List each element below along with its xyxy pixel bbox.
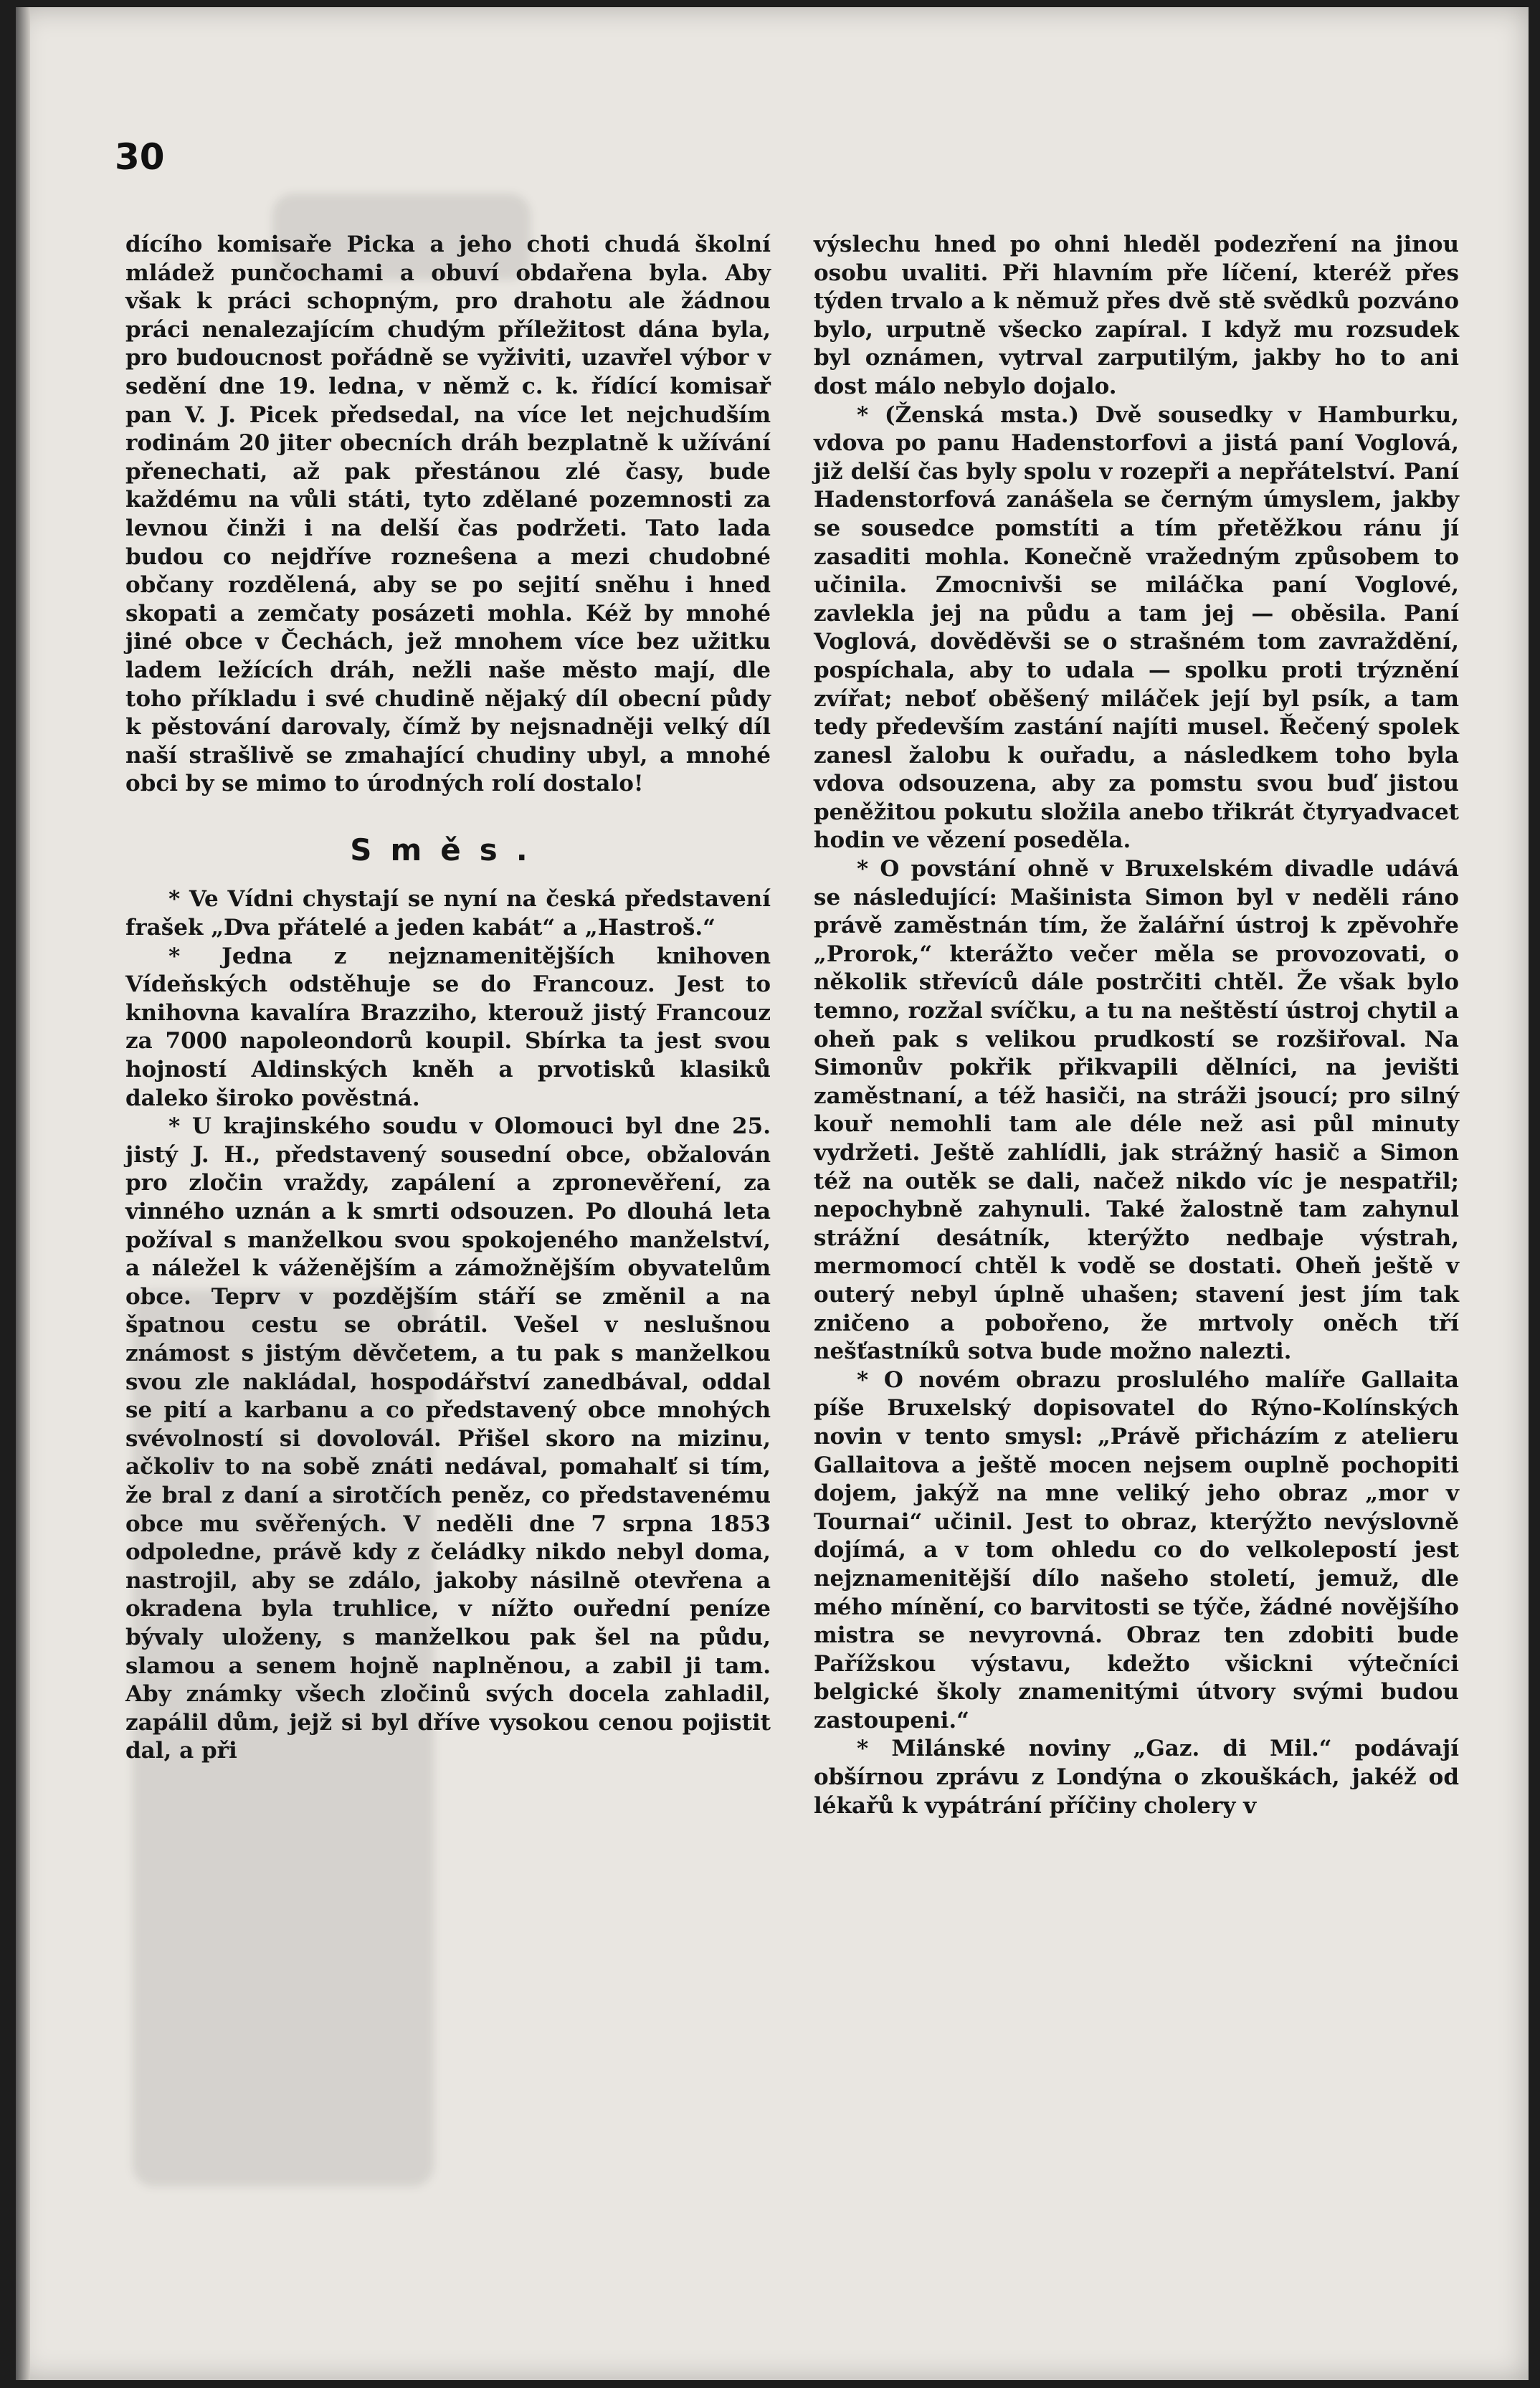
news-item: * U krajinského soudu v Olomouci byl dne 25. jistý J. H., představený sousední obce, obžalován pro zločin vraždy, zapálení a zpronevěření, za vinného uznán a k smrti odsouzen. Po dlouhá leta požíval s manželkou svou spokojeného manželství, a náležel k váženějším a zámožnějším obyvatelům obce. Teprv v pozdějším stáří se změnil a na špatnou cestu se obrátil. Vešel v neslušnou známost s jistým děvčetem, a tu pak s manželkou svou zle nakládal, hospodářství zanedbával, oddal se pití a karbanu a co představený obce mnohých svévolností si dovolovál. Přišel skoro na mizinu, ačkoliv to na sobě znáti nedával, pomahalť si tím, že bral z daní a sirotčích peněz, co představenému obce mu svěřených. V neděli dne 7 srpna 1853 odpoledne, právě kdy z čeládky nikdo nebyl doma, nastrojil, aby se zdálo, jakoby násilně otevřena a okradena byla truhlice, v nížto ouřední peníze bývaly uloženy, s manželkou pak šel na půdu, slamou a senem hojně naplněnou, a zabil ji tam. Aby známky všech zločinů svých docela zahladil, zapálil dům, jejž si byl dříve vysokou cenou pojistit dal, a při — [125, 1113, 771, 1764]
right-column — [814, 231, 1459, 1820]
news-item: * Milánské noviny „Gaz. di Mil.“ podávají obšírnou zprávu z Londýna o zkouškách, jakéž od lékařů k vypátrání příčiny cholery v — [814, 1736, 1459, 1819]
news-item: * Jedna z nejznamenitějších knihoven Vídeňských odstěhuje se do Francouz. Jest to knihovna kavalíra Brazziho, kterouž jistý Francouz za 7000 napoleondorů koupil. Sbírka ta jest svou hojností Aldinských kněh a prvotisků klasiků daleko široko pověstná. — [125, 943, 771, 1111]
news-item: * (Ženská msta.) Dvě sousedky v Hamburku, vdova po panu Hadenstorfovi a jistá paní Voglová, již delší čas byly spolu v rozepři a nepřátelství. Paní Hadenstorfová zanášela se černým úmyslem, jakby se sousedce pomstíti a tím přetěžkou ránu jí zasaditi mohla. Konečně vražedným způsobem to učinila. Zmocnivši se miláčka paní Voglové, zavlekla jej na půdu a tam jej — oběsila. Paní Voglová, dověděvši se o strašném tom zavraždění, pospíchala, aby to udala — spolku proti trýznění zvířat; neboť oběšený miláček její byl psík, a tam tedy především zastání najíti musel. Řečený spolek zanesl žalobu k ouřadu, a následkem toho byla vdova odsouzena, aby za pomstu svou buď jistou peněžitou pokutu složila anebo třikrát čtyryadvacet hodin ve vězení poseděla. — [814, 401, 1459, 854]
news-item: * Ve Vídni chystají se nyní na česká představení frašek „Dva přátelé a jeden kabát“ a „Hastroš.“ — [125, 886, 771, 941]
intro-paragraph: dícího komisaře Picka a jeho choti chudá školní mládež punčochami a obuví obdařena byla. Aby však k práci schopným, pro drahotu ale žádnou práci nenalezajícím chudým příležitost dána byla, pro budoucnost pořádně se vyživiti, uzavřel výbor v sedění dne 19. ledna, v němž c. k. řídící komisař pan V. J. Picek předsedal, na více let nejchudším rodinám 20 jiter obecních dráh bezplatně k užívání přenechati, až pak přestánou zlé časy, bude každému na vůli státi, tyto zdělané pozemnosti za levnou činži i na delší čas podržeti. Tato lada budou co nejdříve rozneŝena a mezi chudobné občany rozdělená, aby se po sejití sněhu i hned skopati a zemčaty posázeti mohla. Kéž by mnohé jiné obce v Čechách, jež mnohem více bez užitku ladem ležících dráh, nežli naše město mají, dle toho příkladu i své chudině nějaký díl obecní půdy k pěstování darovaly, čímž by nejsnadněji velký díl naší strašlivě se zmahající chudiny ubyl, a mnohé obci by se mimo to úrodných rolí dostalo! — [125, 232, 771, 797]
section-title: Směs. — [350, 832, 546, 867]
news-item-continued: výslechu hned po ohni hleděl podezření na jinou osobu uvaliti. Při hlavním pře líčení, kteréž přes týden trvalo a k němuž přes dvě stě svědků pozváno bylo, urputně všecko zapíral. I když mu rozsudek byl oznámen, vytrval zarputilým, jakby ho to ani dost málo nebylo dojalo. — [814, 232, 1459, 399]
news-item: * O povstání ohně v Bruxelském divadle udává se následující: Mašinista Simon byl v neděli ráno právě zaměstnán tím, že žalářní ústroj k zpěvohře „Prorok,“ kterážto večer měla se provozovati, o několik střevíců dále postrčiti chtěl. Že však bylo temno, rozžal svíčku, a tu na neštěstí ústroj chytil a oheň pak s velikou prudkostí se rozšiřoval. Na Simonův pokřik přikvapili dělníci, na jevišti zaměstnaní, a též hasiči, na stráži jsoucí; pro silný kouř nemohli tam ale déle než asi půl minuty vydržeti. Ještě zahlídli, jak strážný hasič a Simon též na outěk se dali, načež nikdo víc je nespatřil; nepochybně zahynuli. Také žalostně tam zahynul strážní desátník, kterýžto nedbaje výstrah, mermomocí chtěl k vodě se dostati. Oheň ještě v outerý nebyl úplně uhašen; stavení jest jím tak zničeno a pobořeno, že mrtvoly oněch tří nešťastníků sotva bude možno nalezti. — [814, 856, 1459, 1365]
left-column — [125, 231, 771, 1766]
news-item: * O novém obrazu proslulého malíře Gallaita píše Bruxelský dopisovatel do Rýno-Kolínských novin v tento smysl: „Právě přicházím z atelieru Gallaitova a ještě mocen nejsem ouplně pochopiti dojem, jakýž na mne veliký jeho obraz „mor v Tournai“ učinil. Jest to obraz, kterýžto nevýslovně dojímá, a v tom ohledu co do velkolepostí jest nejznamenitější dílo našeho století, jemuž, dle mého mínění, co barvitosti se týče, žádné novějšího mistra se nevyrovná. Obraz ten zdobiti bude Pařížskou výstavu, kdežto všickni výtečníci belgické školy znamenitými útvory svými budou zastoupeni.“ — [814, 1366, 1459, 1733]
page-number: 30 — [115, 136, 165, 178]
page-edge-shadow — [16, 7, 30, 2380]
